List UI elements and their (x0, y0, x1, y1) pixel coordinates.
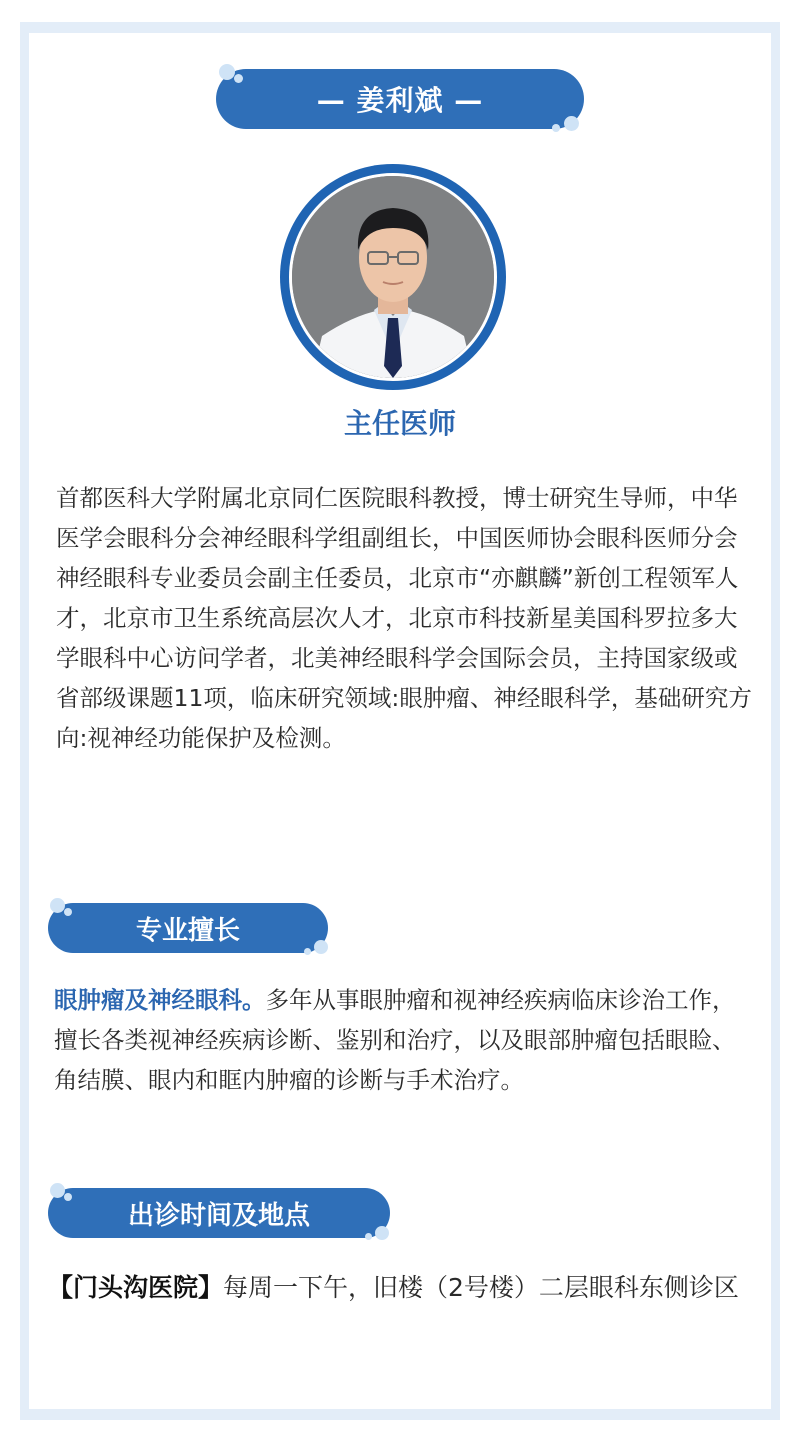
clinic-schedule: 每周一下午，旧楼（2号楼）二层眼科东侧诊区 (223, 1273, 739, 1302)
clinic-heading: 出诊时间及地点 (127, 1200, 310, 1231)
specialty-heading: 专业擅长 (135, 915, 240, 946)
specialty-highlight: 眼肿瘤及神经眼科。 (54, 986, 266, 1014)
specialty-text (54, 980, 754, 1100)
bubble-decoration (64, 1193, 72, 1201)
bubble-decoration (50, 1183, 65, 1198)
doctor-name: — 姜利斌 — (316, 84, 484, 117)
doctor-avatar (280, 164, 506, 390)
bubble-decoration (375, 1226, 389, 1240)
bubble-decoration (50, 898, 65, 913)
bubble-decoration (552, 124, 560, 132)
bubble-decoration (304, 948, 311, 955)
doctor-name-banner (216, 69, 584, 129)
bubble-decoration (365, 1233, 372, 1240)
bubble-decoration (564, 116, 579, 131)
clinic-heading-banner (48, 1188, 390, 1238)
clinic-info (48, 1266, 768, 1310)
bubble-decoration (314, 940, 328, 954)
doctor-portrait-icon (292, 176, 494, 378)
doctor-bio: 首都医科大学附属北京同仁医院眼科教授，博士研究生导师，中华医学会眼科分会神经眼科学组副组长，中国医师协会眼科医师分会神经眼科专业委员会副主任委员，北京市“亦麒麟”新创工程领军人才，北京市卫生系统高层次人才，北京市科技新星美国科罗拉多大学眼科中心访问学者，北美神经眼科学会国际会员，主持国家级或省部级课题11项，临床研究领域:眼肿瘤、神经眼科学，基础研究方向:视神经功能保护及检测。 (56, 484, 752, 752)
bubble-decoration (219, 64, 235, 80)
clinic-hospital: 【门头沟医院】 (48, 1273, 224, 1302)
specialty-description: 多年从事眼肿瘤和视神经疾病临床诊治工作，擅长各类视神经疾病诊断、鉴别和治疗，以及眼部肿瘤包括眼睑、角结膜、眼内和眶内肿瘤的诊断与手术治疗。 (54, 986, 736, 1094)
doctor-title: 主任医师 (343, 407, 456, 440)
specialty-heading-banner (48, 903, 328, 953)
bubble-decoration (234, 74, 243, 83)
bubble-decoration (64, 908, 72, 916)
